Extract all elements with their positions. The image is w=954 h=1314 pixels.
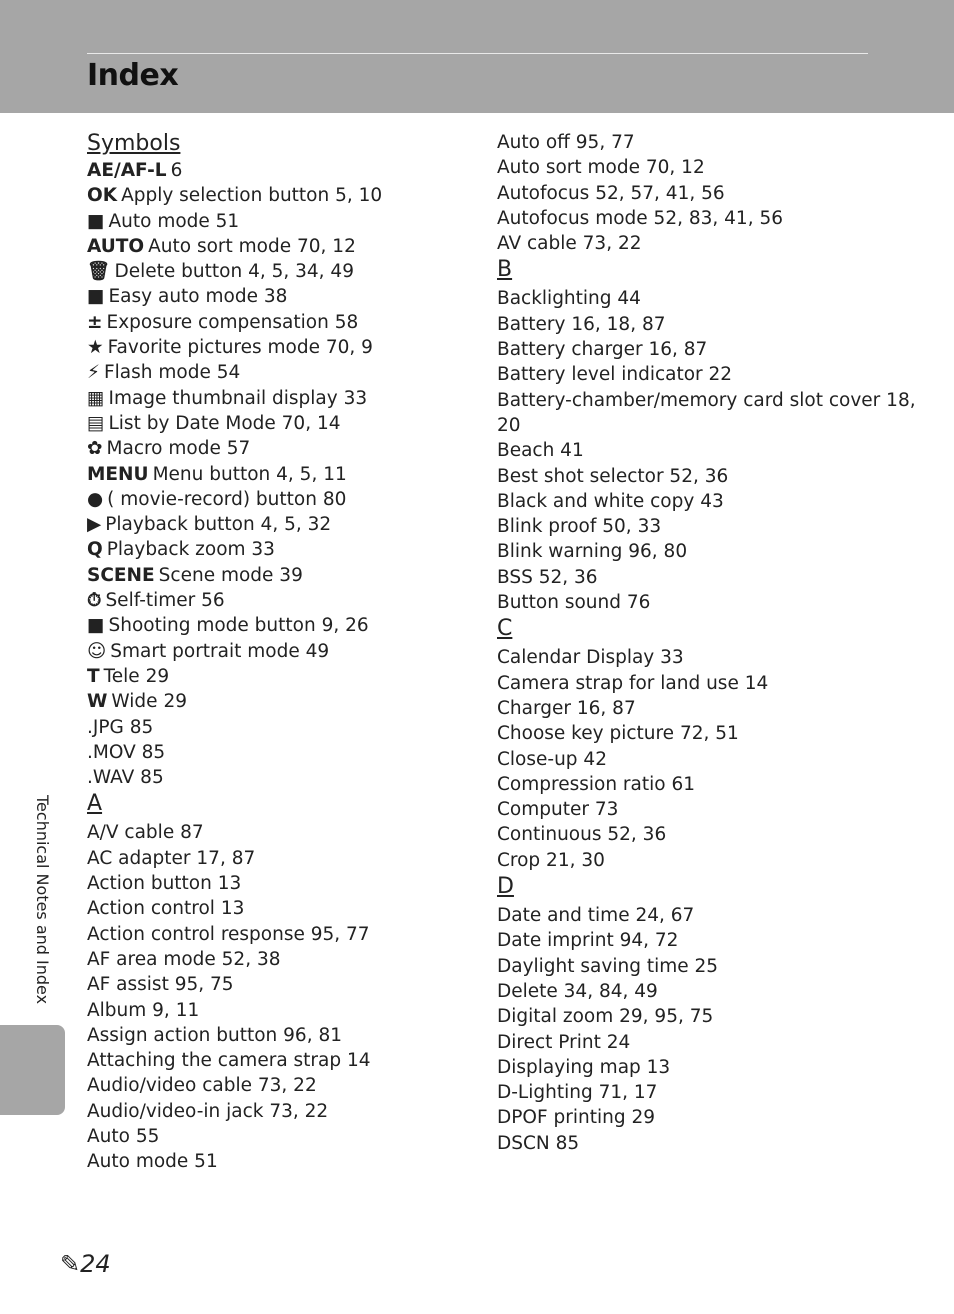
index-entry: Auto 55: [87, 1125, 160, 1147]
index-entry: Backlighting 44: [497, 288, 641, 310]
index-entry: AV cable 73, 22: [497, 233, 642, 255]
index-entry-symbol: [87, 158, 477, 183]
index-entry: Audio/video cable 73, 22: [87, 1075, 317, 1097]
index-entry-text: ( movie-record) button 80: [107, 488, 347, 510]
index-entry: Computer 73: [497, 799, 619, 821]
index-entry: .MOV 85: [87, 741, 166, 763]
index-entry: Choose key picture 72, 51: [497, 723, 739, 745]
index-entry-symbol: [87, 284, 477, 309]
index-entry-text: Self-timer 56: [105, 590, 225, 612]
index-entry: Assign action button 96, 81: [87, 1024, 342, 1046]
index-entry: Autofocus 52, 57, 41, 56: [497, 182, 725, 204]
record-dot-icon: ●: [87, 488, 104, 510]
side-tab: [0, 1025, 65, 1115]
index-entry: Battery level indicator 22: [497, 364, 733, 386]
index-entry-text: Easy auto mode 38: [108, 286, 288, 308]
index-entry-symbol: [87, 386, 477, 411]
index-entry: Continuous 52, 36: [497, 824, 667, 846]
index-entry: Crop 21, 30: [497, 849, 605, 871]
shooting-mode-camera-icon: ■: [87, 615, 105, 637]
index-entry: Action button 13: [87, 873, 242, 895]
easy-auto-icon: ■: [87, 286, 105, 308]
index-entry: Blink proof 50, 33: [497, 516, 662, 538]
page-number-text: 24: [80, 1250, 111, 1278]
zoom-magnifier-icon: Q: [87, 539, 103, 561]
index-entry-symbol: [87, 537, 477, 562]
index-entry-symbol: [87, 310, 477, 335]
index-entry-symbol: [87, 183, 477, 208]
c-entries-list: [497, 645, 917, 873]
extensions-list: [87, 715, 477, 791]
index-entry: Charger 16, 87: [497, 697, 636, 719]
index-entry: DSCN 85: [497, 1132, 580, 1154]
index-entry-text: Flash mode 54: [104, 362, 241, 384]
index-entry: Button sound 76: [497, 592, 651, 614]
index-entry-text: Delete button 4, 5, 34, 49: [114, 261, 354, 283]
right-column: [497, 130, 917, 1156]
index-entry: Battery 16, 18, 87: [497, 313, 666, 335]
index-entry-symbol: [87, 639, 477, 664]
exposure-compensation-icon: ±: [87, 311, 103, 333]
header-rule: [87, 53, 868, 54]
index-entry-text: Tele 29: [103, 665, 170, 687]
index-entry: Action control response 95, 77: [87, 923, 370, 945]
index-entry-text: Playback zoom 33: [106, 539, 275, 561]
index-entry-text: Exposure compensation 58: [106, 311, 359, 333]
index-entry: A/V cable 87: [87, 822, 204, 844]
index-entry: DPOF printing 29: [497, 1107, 655, 1129]
index-entry-text: Macro mode 57: [106, 438, 251, 460]
index-entry-symbol: [87, 436, 477, 461]
scene-icon: SCENE: [87, 564, 155, 586]
index-entry: Battery-chamber/memory card slot cover 18, 20: [497, 389, 916, 436]
index-entry-symbol: [87, 259, 477, 284]
self-timer-icon: ⏱: [87, 590, 102, 612]
a-entries-list: [87, 820, 477, 1174]
macro-flower-icon: ✿: [87, 438, 103, 460]
left-column: [87, 130, 477, 1175]
index-entry: Battery charger 16, 87: [497, 339, 708, 361]
index-entry: Delete 34, 84, 49: [497, 980, 658, 1002]
index-entry-symbol: [87, 664, 477, 689]
index-entry: Blink warning 96, 80: [497, 541, 688, 563]
index-entry-text: List by Date Mode 70, 14: [108, 412, 341, 434]
index-entry-text: Wide 29: [111, 691, 187, 713]
page-title: Index: [87, 58, 179, 93]
index-entry: Digital zoom 29, 95, 75: [497, 1006, 714, 1028]
header-bar: [0, 0, 954, 113]
index-entry: Black and white copy 43: [497, 490, 724, 512]
section-heading-c: C: [497, 616, 513, 642]
index-entry: Auto off 95, 77: [497, 132, 635, 153]
index-entry-symbol: [87, 689, 477, 714]
index-entry-symbol: [87, 512, 477, 537]
index-entry-text: Auto mode 51: [108, 210, 240, 232]
index-entry: AC adapter 17, 87: [87, 847, 256, 869]
calendar-icon: ▤: [87, 412, 105, 434]
auto-icon: AUTO: [87, 235, 145, 257]
index-entry-text: Menu button 4, 5, 11: [152, 463, 347, 485]
index-entry-text: Smart portrait mode 49: [110, 640, 330, 662]
tele-icon: T: [87, 665, 100, 687]
index-entry: Direct Print 24: [497, 1031, 631, 1053]
thumbnail-grid-icon: ▦: [87, 387, 105, 409]
section-heading-b: B: [497, 257, 513, 283]
index-entry: Attaching the camera strap 14: [87, 1050, 371, 1072]
index-entry: Beach 41: [497, 440, 584, 462]
camera-icon: ■: [87, 210, 105, 232]
index-entry: D-Lighting 71, 17: [497, 1082, 658, 1104]
index-entry: AF assist 95, 75: [87, 974, 234, 996]
index-entry: BSS 52, 36: [497, 566, 598, 588]
section-heading-symbols: Symbols: [87, 131, 181, 156]
index-entry: Audio/video-in jack 73, 22: [87, 1100, 329, 1122]
index-entry-symbol: [87, 209, 477, 234]
index-entry: Date imprint 94, 72: [497, 930, 679, 952]
index-entry: Best shot selector 52, 36: [497, 465, 729, 487]
index-entry: Close-up 42: [497, 748, 607, 770]
index-entry: Autofocus mode 52, 83, 41, 56: [497, 207, 783, 229]
index-entry: Action control 13: [87, 898, 245, 920]
index-entry: .WAV 85: [87, 767, 164, 789]
index-entry-symbol: [87, 588, 477, 613]
menu-icon: MENU: [87, 463, 149, 485]
symbols-list: [87, 158, 477, 715]
section-heading-d: D: [497, 874, 514, 900]
index-entry: Daylight saving time 25: [497, 955, 719, 977]
index-entry: Album 9, 11: [87, 999, 200, 1021]
ae-af-lock-icon: AE/AF-L: [87, 160, 167, 181]
a-continued-list: [497, 130, 917, 256]
index-entry-symbol: [87, 462, 477, 487]
index-entry-text: Shooting mode button 9, 26: [108, 615, 369, 637]
playback-icon: ▶: [87, 514, 102, 536]
index-entry: Date and time 24, 67: [497, 905, 695, 927]
index-entry: Camera strap for land use 14: [497, 672, 769, 694]
index-entry-symbol: [87, 360, 477, 385]
page-prefix-icon: ✎: [60, 1250, 81, 1278]
index-entry-text: Auto sort mode 70, 12: [148, 235, 356, 257]
page-number: [60, 1250, 111, 1278]
index-entry: Calendar Display 33: [497, 647, 684, 669]
index-entry-symbol: [87, 487, 477, 512]
index-entry-text: Playback button 4, 5, 32: [105, 514, 332, 536]
index-entry-text: 6: [170, 160, 183, 181]
index-entry: .JPG 85: [87, 716, 154, 738]
index-entry-symbol: [87, 234, 477, 259]
index-entry-symbol: [87, 613, 477, 638]
index-entry-symbol: [87, 563, 477, 588]
favorite-star-icon: ★: [87, 337, 104, 359]
index-entry: Auto sort mode 70, 12: [497, 157, 705, 179]
ok-button-icon: OK: [87, 185, 118, 207]
index-entry: AF area mode 52, 38: [87, 948, 281, 970]
index-entry: Compression ratio 61: [497, 773, 695, 795]
wide-icon: W: [87, 691, 108, 713]
index-entry-symbol: [87, 411, 477, 436]
index-entry: Displaying map 13: [497, 1056, 671, 1078]
side-label: Technical Notes and Index: [33, 795, 52, 1005]
trash-icon: 🗑: [87, 261, 111, 283]
index-entry-text: Image thumbnail display 33: [108, 387, 368, 409]
flash-icon: ⚡: [87, 362, 100, 384]
b-entries-list: [497, 286, 917, 615]
smile-icon: ☺: [87, 640, 107, 662]
d-entries-list: [497, 903, 917, 1156]
index-entry-text: Apply selection button 5, 10: [121, 185, 383, 207]
index-entry-text: Scene mode 39: [158, 564, 303, 586]
index-entry-symbol: [87, 335, 477, 360]
section-heading-a: A: [87, 791, 103, 817]
index-entry-text: Favorite pictures mode 70, 9: [107, 337, 373, 359]
index-entry: Auto mode 51: [87, 1151, 218, 1173]
